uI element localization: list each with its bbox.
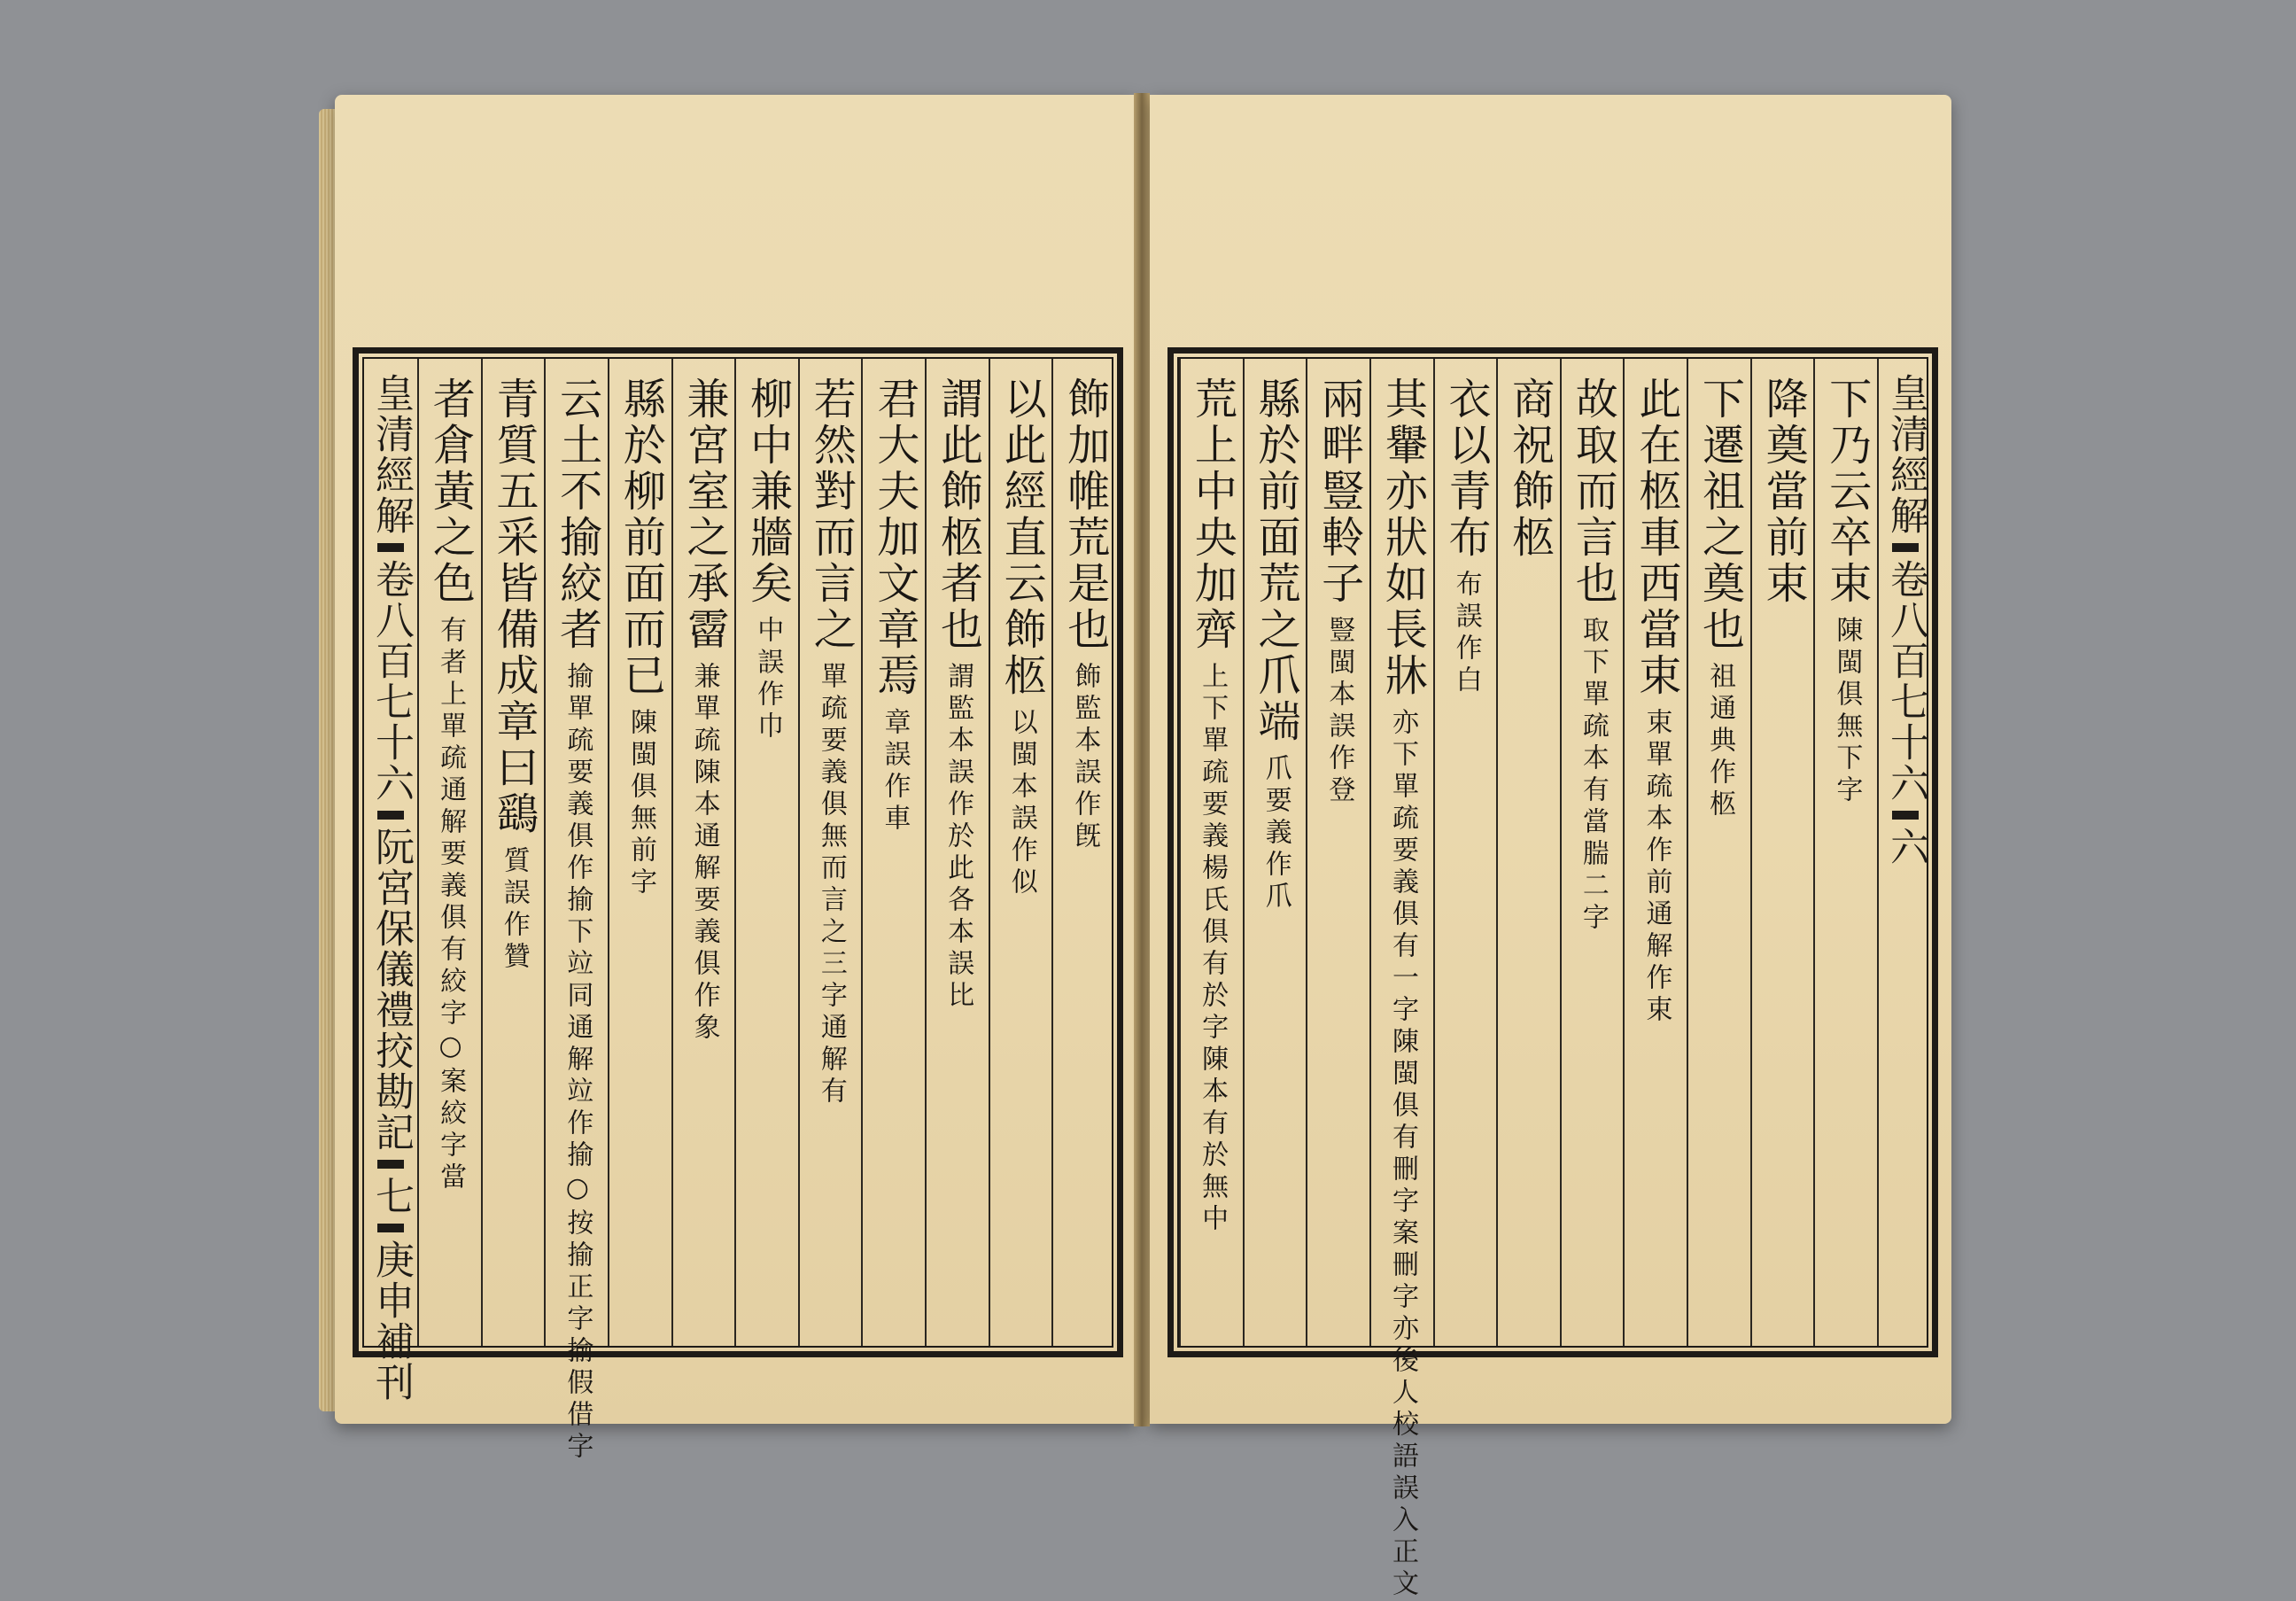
text-column xyxy=(1433,359,1497,1346)
annotation-text: 豎閩本誤作登 xyxy=(1323,616,1355,807)
main-text: 縣於前面荒之爪端 xyxy=(1251,377,1301,745)
text-column xyxy=(1750,359,1814,1346)
annotation-text: 質誤作贊 xyxy=(498,846,530,974)
annotation-text: 束單疏本作前通解作束 xyxy=(1641,708,1672,1027)
margin-folio: 六 xyxy=(1883,827,1928,867)
annotation-text: 上下單疏要義楊氏俱有於字陳本有於無中 xyxy=(1197,662,1229,1236)
center-margin xyxy=(1877,359,1932,1346)
left-text-grid xyxy=(362,357,1113,1464)
annotation-text: 飾監本誤作旣 xyxy=(1069,662,1101,853)
text-column xyxy=(417,359,481,1346)
main-text: 其轝亦狀如長牀 xyxy=(1377,377,1428,699)
left-page xyxy=(335,95,1136,1464)
main-text: 謂此飾柩者也 xyxy=(933,377,983,653)
text-column xyxy=(1687,359,1750,1346)
main-text: 故取而言也 xyxy=(1568,377,1618,607)
text-column xyxy=(925,359,989,1346)
text-column xyxy=(798,359,862,1346)
annotation-text: 祖通典作柩 xyxy=(1704,662,1736,821)
margin-volume: 卷八百七十六 xyxy=(368,559,414,804)
annotation-text: 爪要義作爪 xyxy=(1260,754,1292,913)
main-text: 縣於柳前面而已 xyxy=(616,377,666,699)
text-column xyxy=(1560,359,1624,1346)
text-column xyxy=(1306,359,1369,1346)
annotation-text: 揄單疏要義俱作揄下竝同通解竝作揄○按揄正字揄假借字 xyxy=(562,662,593,1464)
text-column xyxy=(1496,359,1560,1346)
fishtail-mark xyxy=(377,811,404,820)
left-page-frame xyxy=(353,347,1123,1464)
annotation-text: 取下單疏本有當腨二字 xyxy=(1577,616,1609,935)
main-text: 兼宮室之承霤 xyxy=(679,377,729,653)
text-column xyxy=(1369,359,1433,1601)
text-column xyxy=(1179,359,1243,1346)
right-page xyxy=(1150,95,1951,1601)
book-gutter xyxy=(1134,93,1150,1426)
main-text: 下遷祖之奠也 xyxy=(1695,377,1745,653)
main-text: 若然對而言之 xyxy=(806,377,857,653)
main-text: 君大夫加文章焉 xyxy=(869,377,919,699)
main-text: 兩畔豎軨子 xyxy=(1314,377,1364,607)
right-page-frame xyxy=(1167,347,1938,1601)
text-column xyxy=(481,359,545,1346)
annotation-text: 章誤作車 xyxy=(879,708,911,835)
main-text: 柳中兼牆矣 xyxy=(742,377,793,607)
annotation-text: 以閩本誤作似 xyxy=(1005,708,1037,899)
right-text-grid xyxy=(1177,357,1928,1601)
main-text: 以此經直云飾柩 xyxy=(997,377,1047,699)
margin-folio: 七 xyxy=(368,1176,414,1216)
text-column xyxy=(608,359,671,1346)
annotation-text: 謂監本誤作於此各本誤比 xyxy=(942,662,974,1013)
annotation-text: 中誤作巾 xyxy=(752,616,784,743)
margin-reprint: 庚申補刊 xyxy=(368,1240,414,1403)
fishtail-mark xyxy=(377,1160,404,1169)
text-column xyxy=(861,359,925,1346)
text-column xyxy=(671,359,735,1346)
text-column xyxy=(734,359,798,1346)
margin-title: 皇清經解 xyxy=(1883,373,1928,536)
open-book xyxy=(319,84,1949,1601)
annotation-text: 亦下單疏要義俱有一字陳閩俱有刪字案刪字亦後人校語誤入正文 xyxy=(1386,708,1418,1601)
margin-source: 阮宮保儀禮挍勘記 xyxy=(368,827,414,1153)
main-text: 下乃云卒束 xyxy=(1821,377,1872,607)
main-text: 此在柩車西當束 xyxy=(1631,377,1681,699)
margin-volume: 卷八百七十六 xyxy=(1883,559,1928,804)
main-text: 青質五采皆備成章曰鷂 xyxy=(489,377,539,837)
center-margin xyxy=(364,359,417,1403)
main-text: 降奠當前束 xyxy=(1758,377,1809,607)
annotation-text: 陳閩俱無前字 xyxy=(624,708,656,899)
main-text: 飾加帷荒是也 xyxy=(1059,377,1110,653)
fishtail-mark xyxy=(1892,543,1919,552)
fishtail-mark xyxy=(1892,811,1919,820)
fishtail-mark xyxy=(377,1224,404,1232)
annotation-text: 布誤作白 xyxy=(1450,570,1482,697)
text-column xyxy=(989,359,1052,1346)
main-text: 衣以青布 xyxy=(1440,377,1491,561)
text-column xyxy=(544,359,608,1464)
annotation-text: 單疏要義俱無而言之三字通解有 xyxy=(815,662,847,1108)
annotation-text: 陳閩俱無下字 xyxy=(1831,616,1863,807)
text-column xyxy=(1243,359,1307,1346)
main-text: 云土不揄絞者 xyxy=(552,377,602,653)
text-column xyxy=(1813,359,1877,1346)
margin-title: 皇清經解 xyxy=(368,373,414,536)
main-text: 商祝飾柩 xyxy=(1504,377,1555,561)
annotation-text: 兼單疏陳本通解要義俱作象 xyxy=(688,662,720,1045)
main-text: 者倉黃之色 xyxy=(425,377,476,607)
text-column xyxy=(1051,359,1115,1346)
fishtail-mark xyxy=(377,543,404,552)
annotation-text: 有者上單疏通解要義俱有絞字○案絞字當 xyxy=(435,616,467,1194)
main-text: 荒上中央加齊 xyxy=(1187,377,1237,653)
text-column xyxy=(1623,359,1687,1346)
